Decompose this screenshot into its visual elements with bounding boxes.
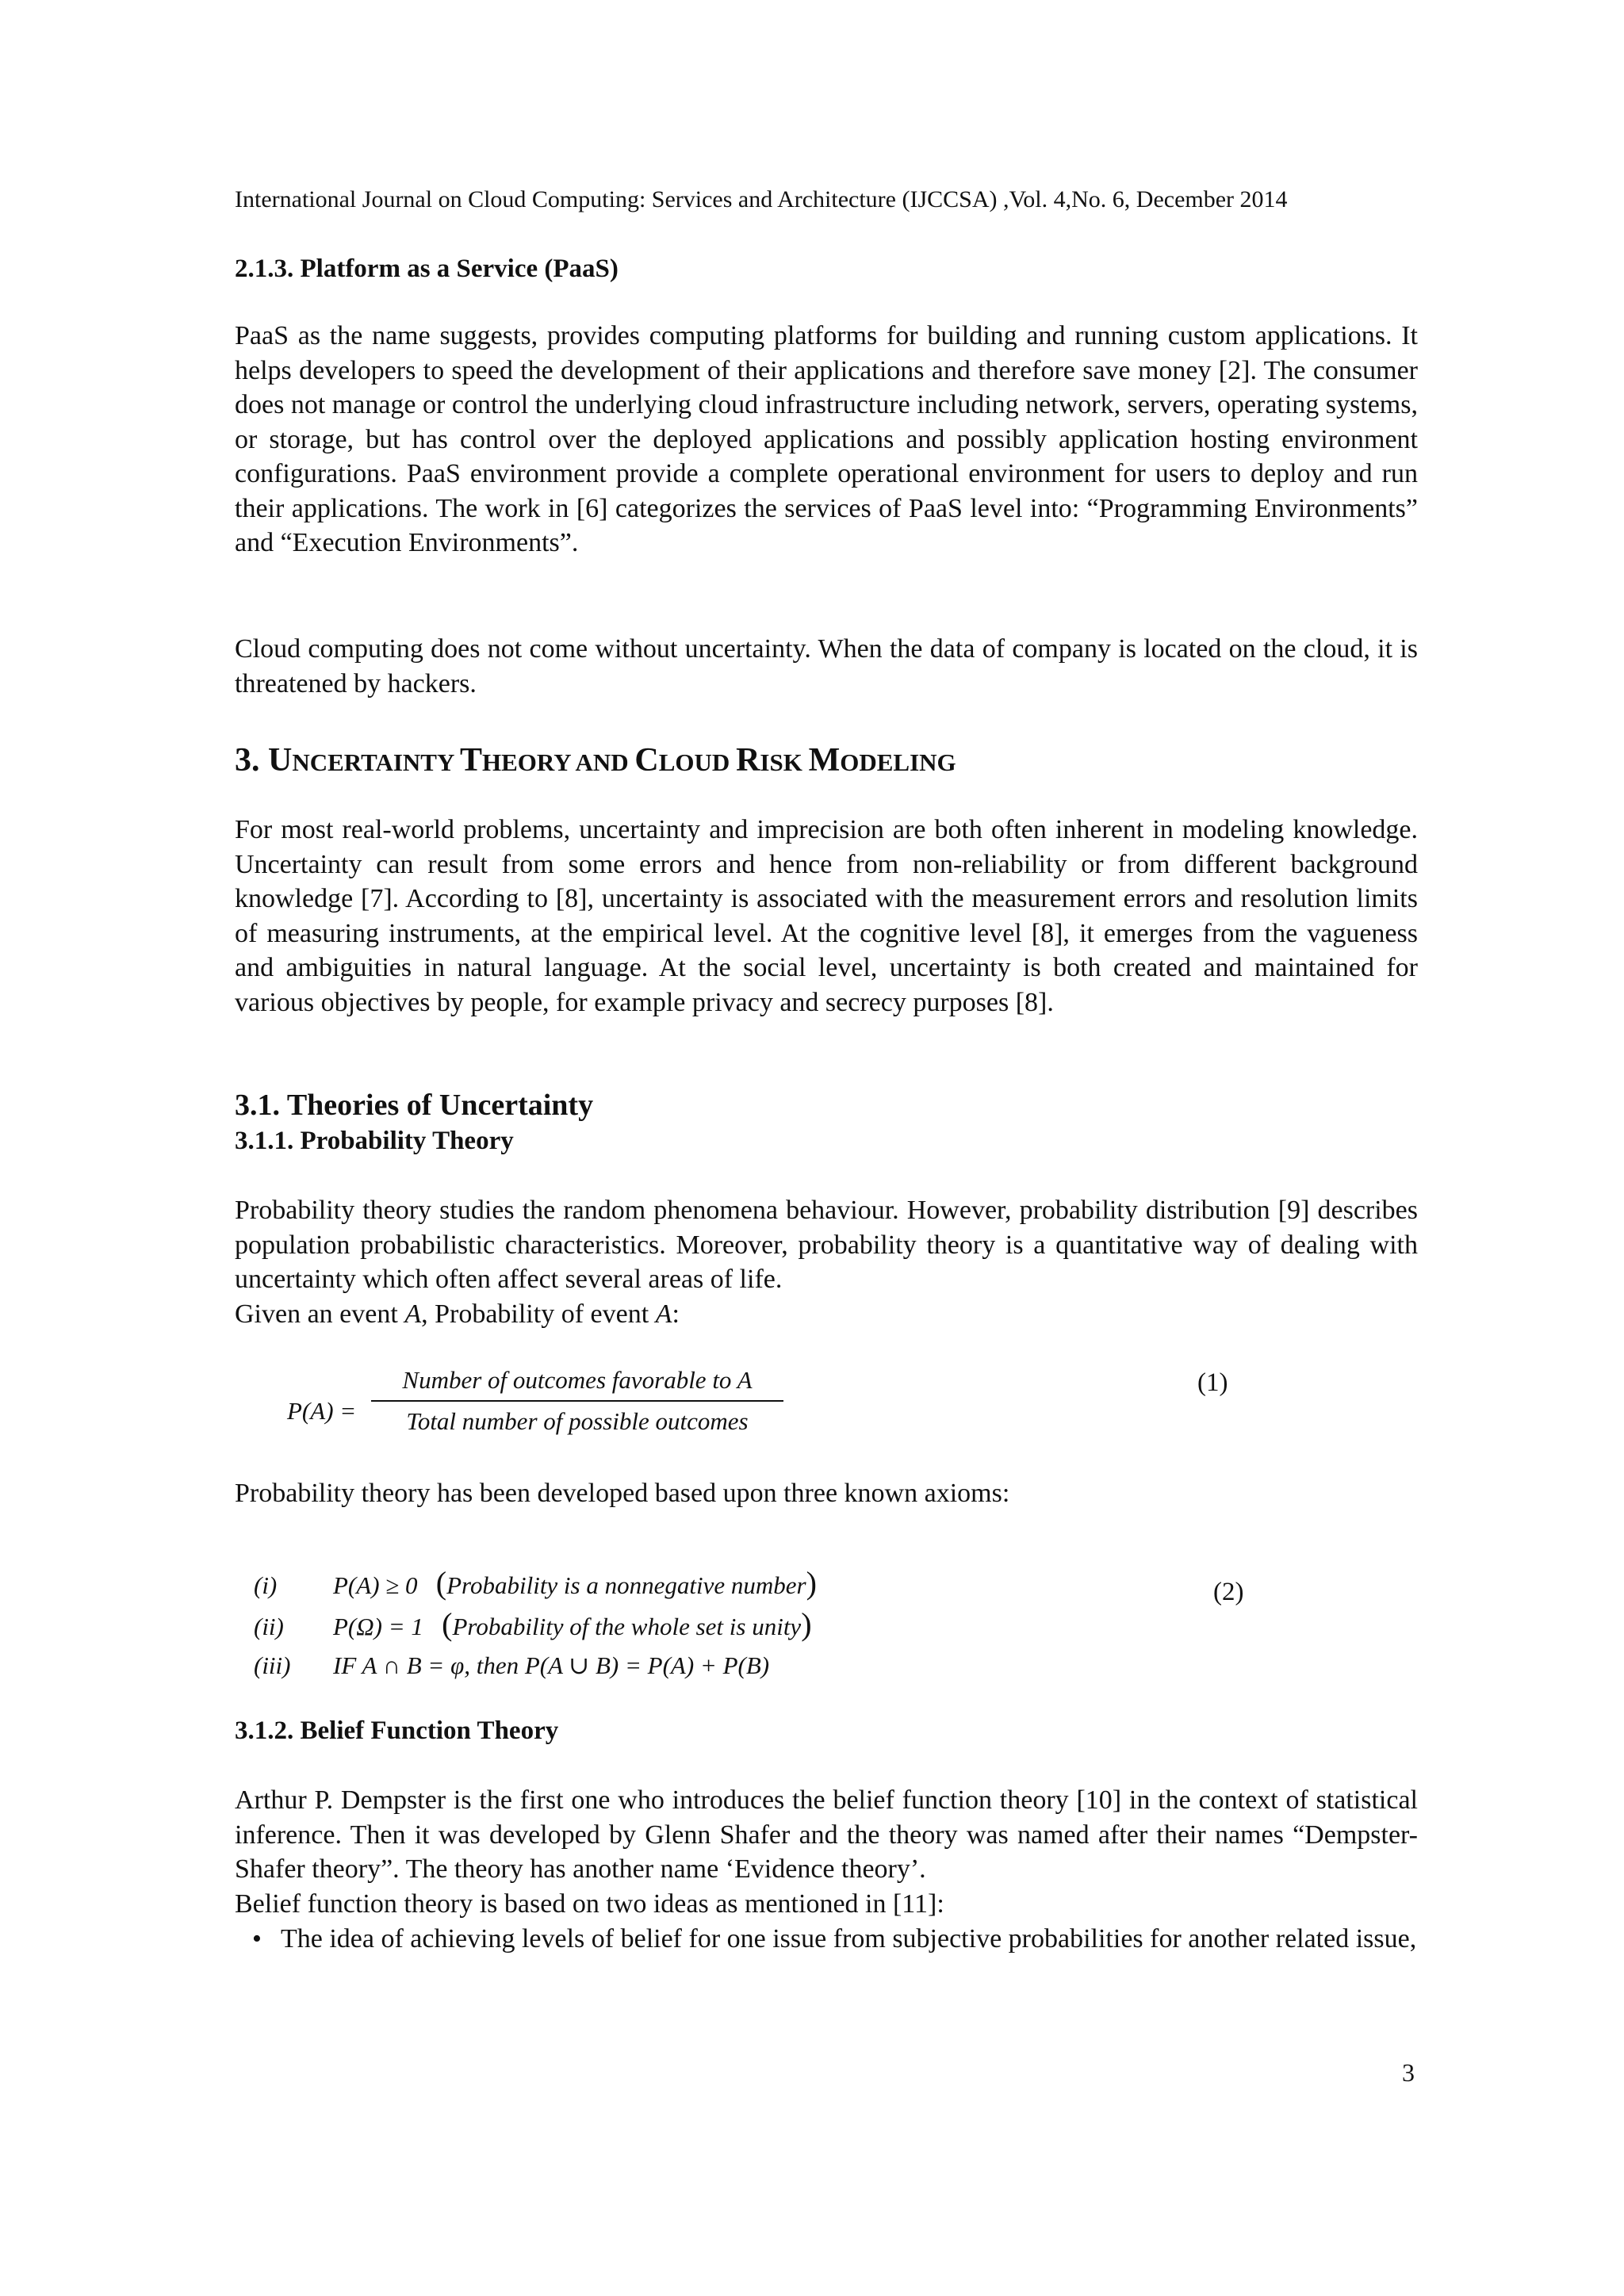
equation-1-denominator: Total number of possible outcomes xyxy=(406,1407,749,1435)
uncertainty-intro-paragraph: Cloud computing does not come without uncertainty. When the data of company is located on the cloud, it is threatened by hackers. xyxy=(235,634,1418,698)
axiom-1: (i) P(A) ≥ 0 (Probability is a nonnegative number) xyxy=(254,1565,817,1601)
given-event-line: Given an event A, Probability of event A: xyxy=(235,1299,680,1329)
axioms-intro-line: Probability theory has been developed based upon three known axioms: xyxy=(235,1479,1010,1508)
subsection-heading-3-1-2: 3.1.2. Belief Function Theory xyxy=(235,1716,559,1745)
probability-paragraph: Probability theory studies the random phenomena behaviour. However, probability distribution [9] describes population probabilistic characteristics. Moreover, probability theory is a quantitative way of dealing with uncertainty which often affect several areas of life. xyxy=(235,1196,1418,1294)
subsection-heading-3-1: 3.1. Theories of Uncertainty xyxy=(235,1089,594,1122)
page-number: 3 xyxy=(1402,2058,1415,2087)
subsection-heading-3-1-1: 3.1.1. Probability Theory xyxy=(235,1127,514,1155)
equation-1-numerator: Number of outcomes favorable to A xyxy=(402,1366,753,1394)
list-item: • The idea of achieving levels of belief for one issue from subjective probabilities for another related issue, xyxy=(252,1922,1418,1957)
subsection-heading-2-1-3: 2.1.3. Platform as a Service (PaaS) xyxy=(235,254,619,283)
equation-1-fraction xyxy=(371,1364,783,1438)
section-heading-3: 3. UNCERTAINTY THEORY AND CLOUD RISK MODELING xyxy=(235,742,956,779)
belief-function-paragraph: Arthur P. Dempster is the first one who introduces the belief function theory [10] in the context of statistical inference. Then it was developed by Glenn Shafer and the theory was named after their names “Dempster-Shafer theory”. The theory has another name ‘Evidence theory’. xyxy=(235,1785,1418,1884)
paas-paragraph: PaaS as the name suggests, provides computing platforms for building and running custom applications. It helps developers to speed the development of their applications and therefore save money [2]. The consumer does not manage or control the underlying cloud infrastructure including network, servers, operating systems, or storage, but has control over the deployed applications and possibly application hosting environment configurations. PaaS environment provide a complete operational environment for users to deploy and run their applications. The work in [6] categorizes the services of PaaS level into: “Programming Environments” and “Execution Environments”. xyxy=(235,321,1418,557)
axiom-3: (iii) IF A ∩ B = φ, then P(A ∪ B) = P(A) + P(B) xyxy=(254,1651,770,1679)
equation-1 xyxy=(287,1364,842,1459)
equation-2-label: (2) xyxy=(1213,1578,1244,1606)
axiom-2: (ii) P(Ω) = 1 (Probability of the whole set is unity) xyxy=(254,1606,812,1642)
equation-1-label: (1) xyxy=(1197,1368,1228,1397)
bullet-icon: • xyxy=(252,1924,262,1954)
uncertainty-paragraph: For most real-world problems, uncertainty and imprecision are both often inherent in modeling knowledge. Uncertainty can result from some errors and hence from non-reliability or from different background knowledge [7]. According to [8], uncertainty is associated with the measurement errors and resolution limits of measuring instruments, at the empirical level. At the cognitive level [8], it emerges from the vagueness and ambiguities in natural language. At the social level, uncertainty is both created and maintained for various objectives by people, for example privacy and secrecy purposes [8]. xyxy=(235,815,1418,1017)
belief-ideas-intro-line: Belief function theory is based on two ideas as mentioned in [11]: xyxy=(235,1889,944,1919)
running-header: International Journal on Cloud Computing: Services and Architecture (IJCCSA) ,Vol. 4,No. 6, December 2014 xyxy=(235,186,1288,212)
fraction-bar xyxy=(371,1400,783,1402)
equation-1-lhs: P(A) = xyxy=(287,1397,357,1425)
